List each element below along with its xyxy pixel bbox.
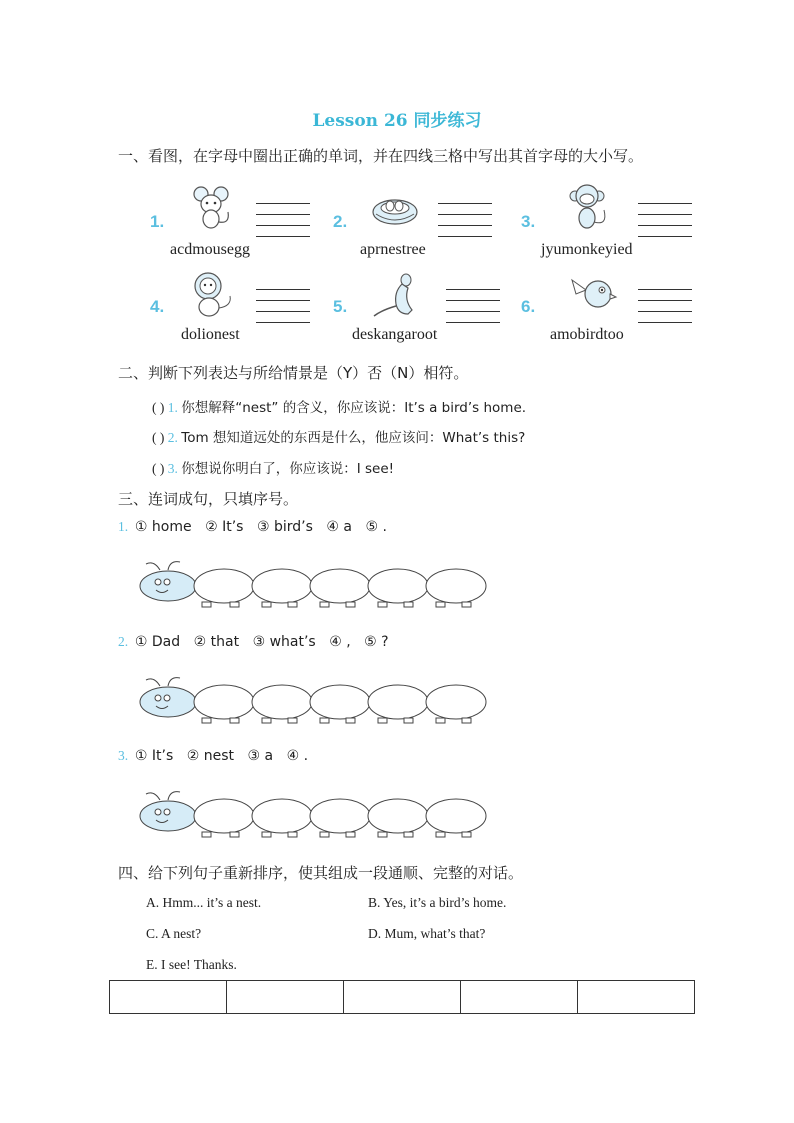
answer-box: [252, 685, 312, 719]
word-option: ② It’s: [205, 519, 244, 535]
writing-lines-2[interactable]: [438, 203, 492, 237]
question-number: 3.: [167, 461, 178, 476]
order-row-1: [118, 519, 387, 535]
question-number: 1.: [167, 400, 178, 415]
answer-blank[interactable]: ( ): [152, 400, 165, 415]
word-option: ⑤ .: [365, 519, 387, 535]
caterpillar-answer-2: [138, 676, 498, 726]
question-number: 2.: [118, 634, 129, 649]
bird-icon: [568, 270, 618, 320]
page-title: Lesson 26 同步练习: [312, 111, 482, 131]
word-option: ③ a: [247, 748, 274, 764]
pic-number-2: 2.: [333, 212, 348, 231]
pic-number-5: 5.: [333, 297, 348, 316]
order-row-2: [118, 634, 389, 650]
answer-cell[interactable]: [227, 981, 344, 1014]
word-option: ① It’s: [134, 748, 174, 764]
pic-number-1: 1.: [150, 212, 165, 231]
monkey-icon: [566, 182, 616, 232]
answer-box: [426, 685, 486, 719]
question-number: 2.: [167, 430, 178, 445]
section-3-heading: 三、连词成句，只填序号。: [118, 490, 299, 508]
writing-lines-5[interactable]: [446, 289, 500, 323]
letter-string-1[interactable]: acdmousegg: [170, 241, 250, 258]
judge-row-3: [152, 457, 394, 477]
word-option: ④ .: [286, 748, 309, 764]
lion-icon: [188, 270, 238, 320]
writing-lines-3[interactable]: [638, 203, 692, 237]
pic-number-6: 6.: [521, 297, 536, 316]
answer-box: [252, 799, 312, 833]
mouse-icon: [188, 182, 238, 232]
answer-box: [194, 799, 254, 833]
dialog-option-d: D. Mum, what’s that?: [368, 926, 486, 941]
question-text: 你想解释“nest” 的含义，你应该说：It’s a bird’s home.: [181, 400, 527, 416]
answer-box: [194, 569, 254, 603]
letter-string-3[interactable]: jyumonkeyied: [541, 241, 633, 258]
section-2-heading: 二、判断下列表达与所给情景是（Y）否（N）相符。: [118, 364, 469, 382]
word-option: ⑤ ?: [364, 634, 389, 650]
dialog-option-b: B. Yes, it’s a bird’s home.: [368, 895, 507, 910]
letter-string-6[interactable]: amobirdtoo: [550, 326, 624, 343]
writing-lines-1[interactable]: [256, 203, 310, 237]
question-text: 你想说你明白了，你应该说：I see!: [181, 461, 395, 477]
answer-box: [310, 799, 370, 833]
word-option: ② that: [193, 634, 240, 650]
letter-string-5[interactable]: deskangaroot: [352, 326, 438, 343]
question-number: 1.: [118, 519, 129, 534]
letter-string-2[interactable]: aprnestree: [360, 241, 426, 258]
word-option: ① Dad: [134, 634, 181, 650]
dialog-option-a: A. Hmm... it’s a nest.: [146, 895, 262, 910]
judge-row-1: [152, 396, 526, 416]
writing-lines-6[interactable]: [638, 289, 692, 323]
answer-blank[interactable]: ( ): [152, 461, 165, 476]
word-option: ② nest: [186, 748, 235, 764]
answer-box: [368, 799, 428, 833]
section-4-heading: 四、给下列句子重新排序，使其组成一段通顺、完整的对话。: [118, 864, 524, 882]
word-option: ④ ,: [329, 634, 351, 650]
answer-cell[interactable]: [461, 981, 578, 1014]
word-option: ③ what’s: [252, 634, 316, 650]
dialog-option-e: E. I see! Thanks.: [146, 957, 237, 972]
answer-cell[interactable]: [344, 981, 461, 1014]
writing-lines-4[interactable]: [256, 289, 310, 323]
answer-box: [310, 685, 370, 719]
answer-blank[interactable]: ( ): [152, 430, 165, 445]
letter-string-4[interactable]: dolionest: [181, 326, 240, 343]
answer-box: [368, 569, 428, 603]
answer-cell[interactable]: [578, 981, 695, 1014]
nest-icon: [370, 186, 420, 236]
pic-number-3: 3.: [521, 212, 536, 231]
answer-box: [310, 569, 370, 603]
section-1-heading: 一、看图，在字母中圈出正确的单词，并在四线三格中写出其首字母的大小写。: [118, 147, 644, 165]
word-option: ① home: [134, 519, 192, 535]
judge-row-2: [152, 426, 525, 446]
answer-box: [368, 685, 428, 719]
dialog-option-c: C. A nest?: [146, 926, 202, 941]
answer-box: [252, 569, 312, 603]
answer-box: [194, 685, 254, 719]
pic-number-4: 4.: [150, 297, 165, 316]
answer-box: [426, 569, 486, 603]
caterpillar-answer-3: [138, 790, 498, 840]
word-option: ④ a: [326, 519, 352, 535]
word-option: ③ bird’s: [256, 519, 313, 535]
answer-cell[interactable]: [110, 981, 227, 1014]
order-row-3: [118, 748, 308, 764]
question-number: 3.: [118, 748, 129, 763]
caterpillar-answer-1: [138, 560, 498, 610]
kangaroo-icon: [372, 270, 422, 320]
answer-box: [426, 799, 486, 833]
answer-table: [109, 980, 695, 1014]
question-text: Tom 想知道远处的东西是什么，他应该问：What’s this?: [181, 430, 526, 446]
